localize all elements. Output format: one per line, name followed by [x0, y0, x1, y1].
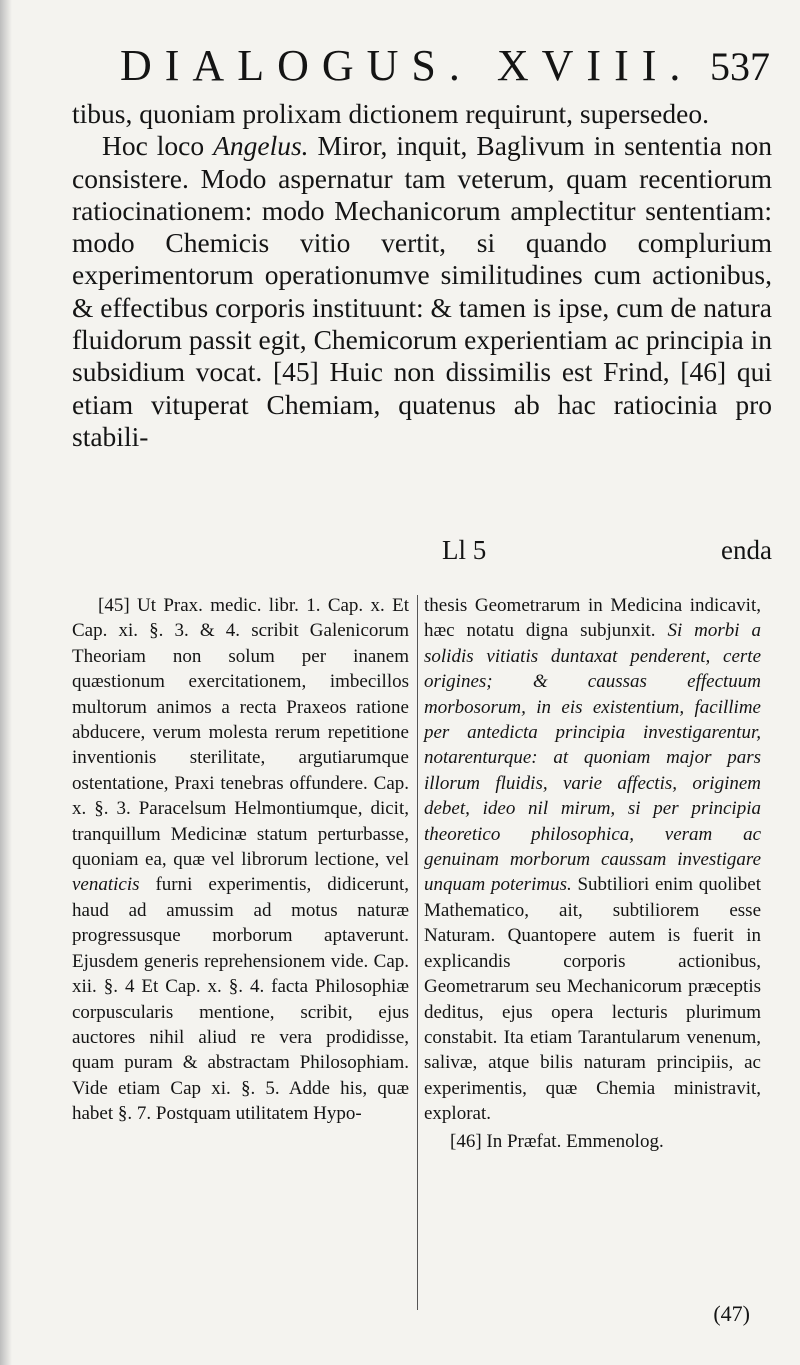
signature-mark: Ll 5: [442, 535, 487, 565]
footnote-text-b: Subtiliori enim quolibet Mathematico, ait, subtiliorem esse Naturam. Quantopere autem is fuerit in explicandis corporis actionibus, Geometrarum seu Mechanicorum præceptis deditus, ejus opera lecturis plurimum constabit. Ita etiam Tarantularum venenum, salivæ, atque bilis naturam principiis, ac experimentis, quæ Chemia ministravit, explorat.: [424, 874, 761, 1125]
paragraph-angelus: [72, 130, 772, 453]
page-header: [120, 40, 770, 100]
gathering-mark: (47): [713, 1301, 750, 1326]
footnote-column-right: [424, 593, 761, 1154]
footnote-45-text: [45] Ut Prax. medic. libr. 1. Cap. x. Et Cap. xi. §. 3. & 4. scribit Galenicorum Theoriam non solum per inanem quæstionum exercitationem, imbecillos multorum animos a recta Praxeos ratione abducere, verum molesta rerum repetitione inventionis sterilitate, argutiarumque ostentatione, Praxi tenebras offundere. Cap. x. §. 3. Paracelsum Helmontiumque, dicit, tranquillum Medicinæ statum perturbasse, quoniam ea, quæ vel librorum lectione, vel: [72, 595, 409, 871]
running-title: DIALOGUS. XVIII.: [120, 41, 694, 90]
signature-line: [72, 535, 772, 569]
footnotes: [72, 593, 768, 1343]
footnote-column-left: [72, 593, 409, 1127]
speaker-name: Angelus.: [213, 130, 309, 162]
footnote-quote: Si morbi a solidis vitiatis duntaxat penderent, certe origines; & caussas effectuum morbosorum, in eis existentium, facillime per antedicta principia investigarentur, notarenturque: at quoniam major pars illorum fluidis, varie affectis, originem debet, ideo nil mirum, si per principia theoretico philosophica, veram ac genuinam morborum caussam investigare unquam poterimus.: [424, 620, 761, 896]
footnote-45-italic: venaticis: [72, 874, 140, 896]
footnote-45: [72, 593, 409, 1127]
paragraph-lead: Hoc loco: [102, 130, 205, 162]
catchword: enda: [721, 535, 772, 565]
footnote-45-continued: [424, 593, 761, 1127]
paragraph-body: Miror, inquit, Baglivum in sententia non consistere. Modo aspernatur tam veterum, quam recentiorum ratiocinationem: modo Mechanicorum amplectitur sententiam: modo Chemicis vitio vertit, si quando complurium experimentorum operationumve similitudines cum actionibus, & effectibus corporis instituunt: & tamen is ipse, cum de natura fluidorum passit egit, Chemicorum experientiam ac principia in subsidium vocat. [45] Huic non dissimilis est Frind, [46] qui etiam vituperat Chemiam, quatenus ab hac ratiocinia pro stabili-: [72, 130, 773, 452]
footnote-46: [46] In Præfat. Emmenolog.: [450, 1130, 664, 1152]
paragraph-continuation: tibus, quoniam prolixam dictionem requirunt, supersedeo.: [72, 98, 709, 129]
main-text: [72, 98, 772, 453]
footnote-text-a: thesis Geometrarum in Medicina indicavit, hæc notatu digna subjunxit.: [424, 595, 761, 642]
column-divider: [417, 595, 418, 1310]
page-number: 537: [710, 44, 770, 89]
footnote-45-text-continued: furni experimentis, didicerunt, haud ad amussim ad motus naturæ progressusque morborum aptaverunt. Ejusdem generis reprehensionem vide. Cap. xii. §. 4 Et Cap. x. §. 4. facta Philosophiæ corpuscularis mentione, scribit, ejus auctores nihil aliud re vera prodidisse, quam puram & abstractam Philosophiam. Vide etiam Cap xi. §. 5. Adde his, quæ habet §. 7. Postquam utilitatem Hypo-: [72, 874, 409, 1125]
